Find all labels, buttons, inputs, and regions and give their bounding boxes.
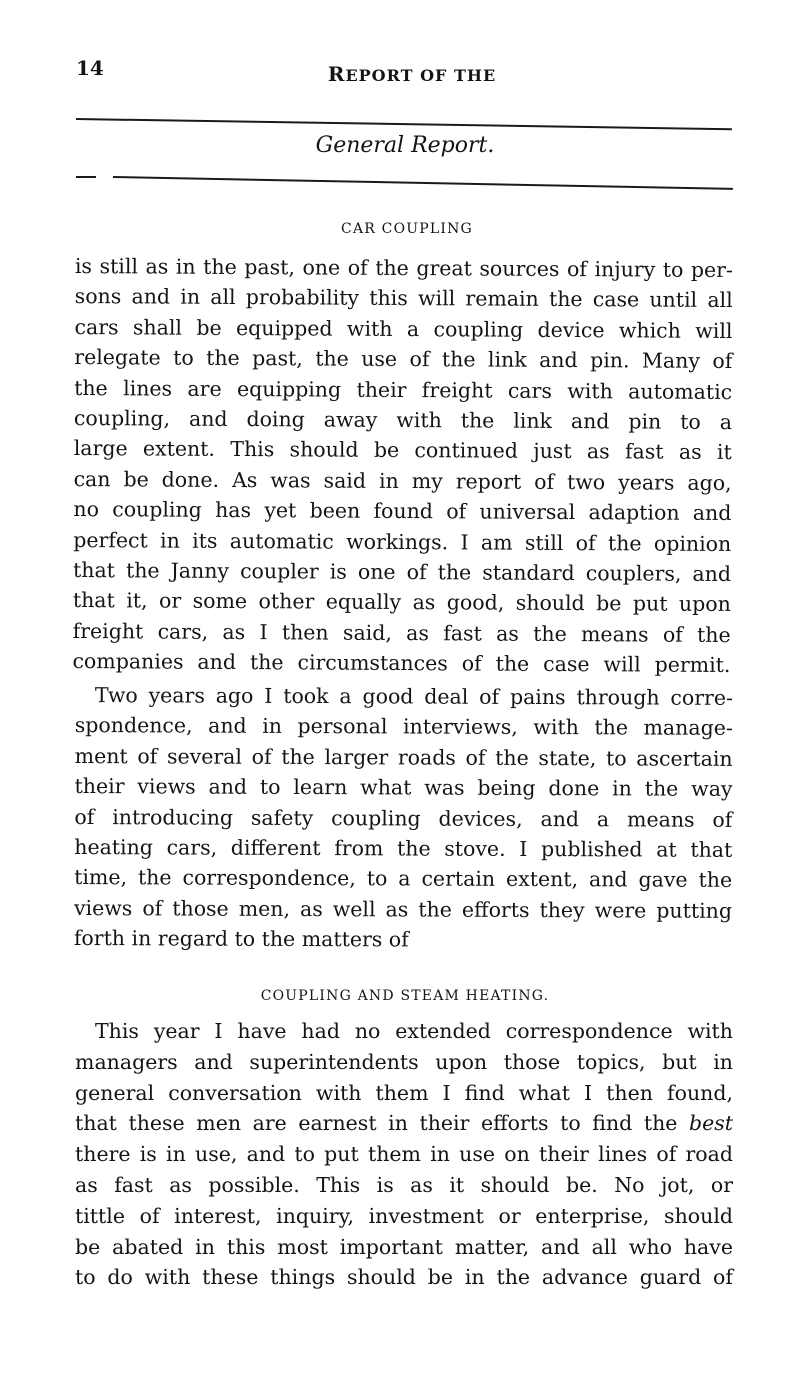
text-line: tittle of interest, inquiry, investment or enterprise, should xyxy=(75,1203,733,1228)
text-line: be abated in this most important matter, and all who have xyxy=(75,1234,733,1259)
text-line: perfect in its automatic workings. I am still of the opinion xyxy=(73,527,732,556)
italic-word: best xyxy=(688,1111,733,1136)
text-line: time, the correspondence, to a certain extent, and gave the xyxy=(74,865,733,893)
bottom-rule xyxy=(113,176,733,190)
text-line: of introducing safety coupling devices, and a means of xyxy=(74,804,733,832)
text-line: freight cars, as I then said, as fast as the means of the xyxy=(72,618,731,647)
text-line: large extent. This should be continued just as fast as it xyxy=(73,436,732,465)
section-title: General Report. xyxy=(315,133,495,158)
paragraph-2 xyxy=(74,680,733,956)
text-line: their views and to learn what was being done in the way xyxy=(74,774,733,802)
text-line: coupling, and doing away with the link and pin to a xyxy=(73,405,733,434)
top-rule xyxy=(76,118,732,130)
text-line: as fast as possible. This is as it should be. No jot, or xyxy=(75,1172,733,1197)
text-line: views of those men, as well as the efforts they were putting xyxy=(73,895,733,923)
text-line-with-italic xyxy=(75,1108,733,1139)
text-line: to do with these things should be in the advance guard of xyxy=(75,1265,733,1290)
text-line: spondence, and in personal interviews, with the manage- xyxy=(74,713,733,741)
subheading-coupling-steam-heating: COUPLING AND STEAM HEATING. xyxy=(260,988,550,1004)
text-line-lead: that these men are earnest in their efforts to find the xyxy=(75,1111,689,1136)
text-line: is still as in the past, one of the great sources of injury to per- xyxy=(74,253,733,283)
text-line: managers and superintendents upon those topics, but in xyxy=(75,1049,733,1074)
text-line: ment of several of the larger roads of the state, to ascertain xyxy=(74,743,733,771)
text-line: no coupling has yet been found of universal adaption and xyxy=(73,497,732,526)
text-line: Two years ago I took a good deal of pains through corre- xyxy=(94,683,733,710)
text-line: there is in use, and to put them in use on their lines of road xyxy=(75,1142,733,1167)
text-line: companies and the circumstances of the case will permit. xyxy=(72,649,731,678)
running-head-rest: EPORT OF THE xyxy=(345,66,497,85)
text-line: relegate to the past, the use of the link and pin. Many of xyxy=(74,345,733,374)
running-head xyxy=(0,62,802,86)
rule-dash xyxy=(76,176,96,178)
text-line: that it, or some other equally as good, should be put upon xyxy=(72,588,731,617)
text-line: forth in regard to the matters of xyxy=(73,926,409,952)
subheading-car-coupling: CAR COUPLING xyxy=(341,221,473,237)
text-line: heating cars, different from the stove. I published at that xyxy=(74,834,733,862)
text-line: can be done. As was said in my report of two years ago, xyxy=(73,466,732,495)
text-line: general conversation with them I find what I then found, xyxy=(75,1080,733,1105)
text-line: the lines are equipping their freight cars with automatic xyxy=(74,375,733,404)
text-line: sons and in all probability this will remain the case until all xyxy=(74,284,733,313)
text-line: that the Janny coupler is one of the standard couplers, and xyxy=(72,557,732,586)
paragraph-1 xyxy=(72,251,733,680)
text-line: cars shall be equipped with a coupling device which will xyxy=(74,314,733,343)
page-number: 14 xyxy=(76,56,104,80)
running-head-initial: R xyxy=(327,62,346,86)
paragraph-3 xyxy=(75,1016,733,1293)
text-line: This year I have had no extended correspondence with xyxy=(95,1019,733,1043)
